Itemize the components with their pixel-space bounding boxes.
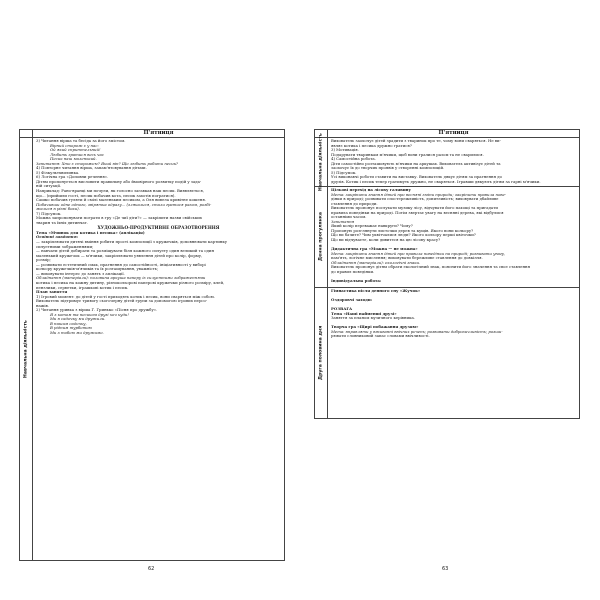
text-line: 1) Ігровий момент: до дітей у гості приходять котик і песик, вони сваряться між собою. [36, 293, 216, 299]
text-line: пам'ять, логічне мислення; виховувати бережливе ставлення до довкілля. [331, 255, 483, 261]
text-line: Що ви відчуваєте, коли дивитеся на цю лісову красу? [331, 237, 441, 243]
left-plan-table [19, 129, 285, 561]
text-line: Вихователь заохочує дітей зрадити з тваринок про те, чому вони сваряться. Не ви- [331, 138, 501, 143]
text-line: Цільові перехід на лісову галявину [331, 187, 411, 192]
text-line: Що ви бачите? Чим уквітчалися люди? Якого кольору перші квіточки? [331, 232, 476, 238]
left-page-number: 62 [148, 566, 155, 572]
text-line: Ми в садочку ми дружили. [50, 316, 106, 322]
text-line: рювати словниковий запас словами ввічливості. [331, 333, 430, 339]
text-line: Діти самостійно розташовують м'ячики на аркушах. Вихователь активізує дітей та [331, 160, 501, 166]
left-content [33, 138, 285, 561]
text-line: заохочує їх до творчих проявів у створенні композицій. [331, 165, 445, 171]
text-line: друзів. Котик і песик тепер гратимуть дружно, не сваряться. Ігравши дякують дітям за гарні м'ячики. [331, 178, 541, 184]
text-line: тварин та їхніх дитинчат. [36, 219, 88, 225]
left-section-title: ХУДОЖНЬО-ПРОДУКТИВНЕ ОБРАЗОТВОРЕННЯ [97, 225, 220, 231]
text-line: Побачивши одне одного, звірятка одразу... (злякалися, стали гратися разом, розбі- [36, 201, 212, 207]
text-line: 3) Мотивація. [331, 147, 359, 153]
text-line: План заняття [36, 289, 68, 295]
text-line: ній ситуації. [36, 183, 62, 189]
left-day-header: П'ятниця [33, 130, 285, 138]
text-line: Який колір переважає навкруги? Чому? [331, 223, 413, 229]
text-line: Мета: закріпити знання дітей про весняні зміни природи; закріпити правила пове- [331, 191, 507, 197]
text-line: що... (прийшли гості, песик побачив кота, песик захотів погратися). [36, 192, 176, 198]
right-plan-table [314, 129, 580, 419]
text-line: Можна запропонувати пограти в гру «Де чиї діти?» — закріпити назви свійських [36, 215, 202, 221]
text-line: Мета: закріпити знання дітей про правила поведінки на природі; розвивати увагу, [331, 250, 506, 256]
text-line: нажів. [36, 302, 50, 308]
text-line: Вірний сторож є у нас: [50, 142, 99, 148]
right-side-label-3: Друга половина дня [318, 325, 324, 381]
text-line: Запитання: Хто є сторожем? Який він? Що любить робити песик? [36, 160, 179, 166]
text-line: Індивідуальна робота: [331, 277, 382, 283]
text-line: — виховувати інтерес до занять з аплікації. [36, 270, 125, 276]
text-line: Сашко побачив гуляти й смілі маленьким песиком, а Оля вивела кривітне кошеня. [36, 197, 206, 203]
right-side-cell-2 [315, 187, 328, 288]
text-line: останніми часом. [331, 214, 367, 220]
text-line: ставлення до природи. [331, 200, 378, 206]
text-line: Тема «Наші найменші друзі» [331, 310, 397, 316]
text-line: 4) Самостійна робота. [331, 156, 376, 162]
text-line: дінки в природі; розвивати спостережливість, допитливість; виховувати дбайливе [331, 196, 499, 202]
text-line: Освітні завдання: [36, 234, 79, 240]
text-line: силуетними зображеннями; [36, 243, 94, 249]
right-side-cell-1 [315, 133, 328, 191]
text-line: Гімнастика після денного сну «Жучок» [331, 288, 421, 293]
left-side-cell [20, 138, 33, 561]
right-row-walk [328, 187, 580, 288]
text-line: 4) Повторне читання вірша, запам'ятовування дітьми. [36, 165, 147, 171]
text-line: 3) Читання вірша та бесіда за його змістом. [36, 138, 126, 143]
text-line: 7) Підсумок. [36, 210, 62, 216]
text-line: Любить гратися весь час [50, 151, 104, 157]
left-page [19, 129, 285, 559]
text-line: Дидактична гра «Можна — не можна» [331, 246, 418, 252]
text-line: правила поведінки на природі. Потім звертає увагу на весняні дерева, які відбулися [331, 209, 504, 215]
left-side-label: Навчальна діяльність [23, 320, 29, 378]
right-page-number: 63 [442, 566, 449, 572]
text-line: Я з котом та песиком друзі хоч куди! [50, 311, 129, 317]
text-line: розмір; [36, 257, 51, 263]
text-line: Усі виконавчі роботи ставити на виставку. Вихователь дякує дітям за прагнення до [331, 174, 502, 180]
text-line: Запитання [331, 218, 355, 224]
left-activity-text [36, 139, 281, 225]
text-line: РОЗВАГА [331, 306, 353, 312]
text-line: Подарувати тваринкам м'ячики, щоб вони гралися разом та не сварилися. [331, 151, 484, 157]
text-line: — розвивати естетичний смак, прагнення до самостійності, ініціативності у виборі [36, 261, 206, 267]
text-line: являє котика і песика дружно гратися? [331, 142, 412, 148]
right-row-afternoon [328, 288, 580, 419]
text-line: Заняття за планом музичного керівника. [331, 315, 416, 321]
text-line: Мета: вправляти у вживанні ввічних речень; розвивати доброзичливість; розши- [331, 328, 503, 334]
text-line: 6) Логічна гра «Доповни речення». [36, 174, 109, 180]
text-line: Вихователь підтримує тривогу сьогочерну дітей групи за допомогою ігрових персо- [36, 298, 208, 304]
left-header-corner [20, 130, 33, 138]
left-section-text [36, 231, 281, 336]
text-line: маленький кружечок — м'ячики, закріплювати уявлення дітей про колір, форму, [36, 252, 203, 258]
text-line: — навчати дітей добирати та розміщувати біля кожного силуету один великий та один [36, 248, 215, 254]
text-line: 5) Підсумок. [331, 169, 357, 175]
right-side-label-2: Денна прогулянка [318, 212, 324, 262]
text-line: до правил поведінки. [331, 268, 375, 274]
text-line: Песик наш маленький. [50, 156, 97, 162]
text-line: В рідним турботою [50, 325, 92, 331]
right-side-cell-3 [315, 288, 328, 419]
text-line: Наприклад: Рано-вранці ми почули, як голосно загавкав наш песик. Виявляється, [36, 188, 204, 194]
text-line: Творча гра «Щирі побажання друзям» [331, 324, 419, 330]
text-line: Обладнання (матеріали): половина аркуша паперу із силуетними зображеннями [36, 275, 206, 281]
text-line: Ми з тобою ми дружимо. [50, 329, 104, 335]
text-line: Тема «Мчинок для котика і песика» (аплікація) [36, 229, 145, 235]
text-line: 5) Фізкультхвилинка. [36, 169, 80, 175]
text-line: Дітям пропонується висловити правильну або ймовірного розвитку подій у зада- [36, 178, 202, 184]
right-row-learning [328, 138, 580, 187]
text-line: Вихователь пропонує дітям обрати екологічний знак, пояснити його значення та свое ставлення [331, 264, 530, 270]
text-line: Пропоную розглянути листочки дерев та кущів. Якого вони кольору? [331, 227, 474, 233]
text-line: 2) Читання уривка з вірша Г. Гринько «Пісня про дружбу». [36, 307, 158, 313]
text-line: Оздоровчі заходи: [331, 297, 373, 303]
text-line: В нашим садочку, [50, 320, 87, 326]
right-page [314, 129, 580, 559]
text-line: Вихователь пропонує послухати музику лісу, відчувати його пахощі та пригадати [331, 205, 498, 211]
text-line: Обладнання (матеріали): екологічні знаки. [331, 259, 421, 265]
text-line: — закріплювати дитячі вміння робити прості композиції з кружечків, доповнювати картинку [36, 239, 228, 245]
right-side-label-1: Навчальна діяльність [318, 133, 324, 191]
text-line: кольору кружечків-м'ячиків та їх розташування, уважність; [36, 266, 159, 272]
text-line: пензлики, серветки, іграшкові котик і песик. [36, 284, 129, 290]
text-line: жалися в різні боки). [36, 206, 80, 212]
right-day-header: П'ятниця [328, 130, 580, 138]
text-line: Ой який сприттельний! [50, 147, 101, 153]
text-line: котика і песика на кожну дитину, різнокольорові паперові кружечки різного розміру, клей, [36, 279, 225, 285]
